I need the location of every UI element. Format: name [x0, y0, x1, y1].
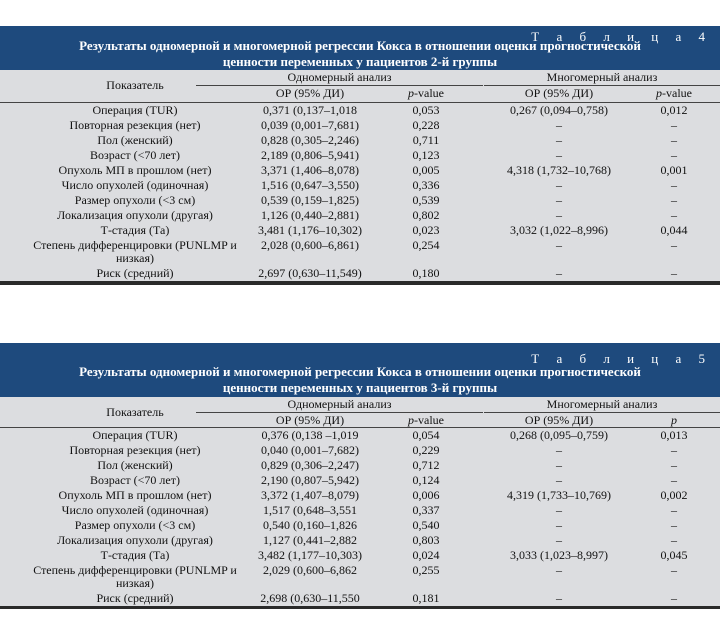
table-row — [0, 103, 720, 118]
multi-hr-ci: 3,033 (1,023–8,997) — [510, 548, 608, 562]
uni-p-value: 0,023 — [412, 223, 440, 237]
col-uni-p-suffix: -value — [414, 86, 444, 100]
multi-hr-ci: – — [556, 118, 562, 132]
multi-hr-ci: – — [556, 193, 562, 207]
uni-p-value: 0,228 — [412, 118, 440, 132]
table-row — [0, 163, 720, 178]
row-label: Опухоль МП в прошлом (нет) — [58, 488, 212, 502]
row-label: Операция (TUR) — [92, 428, 178, 442]
col-multi-p — [628, 413, 720, 428]
multi-p-value: 0,012 — [660, 103, 688, 117]
multi-p-value: – — [671, 133, 677, 147]
col-uni-or: ОР (95% ДИ) — [275, 86, 345, 100]
row-label: Степень дифференцировки (PUNLMP и низкая) — [33, 238, 237, 265]
table-header — [0, 26, 720, 70]
uni-hr-ci: 3,372 (1,407–8,079) — [261, 488, 359, 502]
multi-hr-ci: 4,319 (1,733–10,769) — [507, 488, 611, 502]
multi-p-value: 0,001 — [660, 163, 688, 177]
uni-hr-ci: 2,190 (0,807–5,942) — [261, 473, 359, 487]
group-univariate: Одномерный анализ — [196, 70, 483, 86]
table-row — [0, 563, 720, 591]
uni-p-value: 0,024 — [412, 548, 440, 562]
col-indicator: Показатель — [106, 405, 164, 419]
group-univariate: Одномерный анализ — [196, 397, 483, 413]
uni-hr-ci: 0,039 (0,001–7,681) — [261, 118, 359, 132]
title-line-2: ценности переменных у пациентов 3-й группы — [222, 380, 498, 395]
row-label: Риск (средний) — [96, 591, 174, 605]
row-label: Размер опухоли (<3 см) — [74, 193, 196, 207]
multi-hr-ci: – — [556, 563, 562, 577]
col-uni-or: ОР (95% ДИ) — [275, 413, 345, 427]
row-label: Опухоль МП в прошлом (нет) — [58, 163, 212, 177]
uni-hr-ci: 3,482 (1,177–10,303) — [258, 548, 362, 562]
row-label: Повторная резекция (нет) — [69, 118, 201, 132]
row-label: Пол (женский) — [97, 133, 173, 147]
col-multi-p-italic: p — [656, 86, 662, 100]
multi-p-value: 0,045 — [660, 548, 688, 562]
row-label: Размер опухоли (<3 см) — [74, 518, 196, 532]
uni-p-value: 0,255 — [412, 563, 440, 577]
col-uni-p-suffix: -value — [414, 413, 444, 427]
uni-p-value: 0,712 — [412, 458, 440, 472]
multi-p-value: 0,002 — [660, 488, 688, 502]
uni-p-value: 0,006 — [412, 488, 440, 502]
multi-p-value: – — [671, 591, 677, 605]
multi-hr-ci: – — [556, 133, 562, 147]
uni-p-value: 0,711 — [412, 133, 440, 147]
col-multi-p-suffix: -value — [662, 86, 692, 100]
col-multi-p — [628, 86, 720, 101]
uni-hr-ci: 0,371 (0,137–1,018 — [263, 103, 357, 117]
multi-hr-ci: 3,032 (1,022–8,996) — [510, 223, 608, 237]
uni-p-value: 0,803 — [412, 533, 440, 547]
row-label: Число опухолей (одиночная) — [61, 178, 209, 192]
uni-p-value: 0,054 — [412, 428, 440, 442]
uni-hr-ci: 1,127 (0,441–2,882 — [263, 533, 357, 547]
table-row — [0, 193, 720, 208]
multi-p-value: – — [671, 458, 677, 472]
uni-hr-ci: 3,371 (1,406–8,078) — [261, 163, 359, 177]
row-label: Локализация опухоли (другая) — [57, 533, 213, 547]
uni-p-value: 0,802 — [412, 208, 440, 222]
multi-p-value: – — [671, 563, 677, 577]
multi-p-value: – — [671, 208, 677, 222]
table-row — [0, 223, 720, 238]
row-label: Риск (средний) — [96, 266, 174, 280]
uni-hr-ci: 0,539 (0,159–1,825) — [261, 193, 359, 207]
table-row — [0, 503, 720, 518]
uni-hr-ci: 1,126 (0,440–2,881) — [261, 208, 359, 222]
multi-p-value: 0,013 — [660, 428, 688, 442]
multi-p-value: – — [671, 193, 677, 207]
uni-hr-ci: 3,481 (1,176–10,302) — [258, 223, 362, 237]
table-body — [0, 428, 720, 606]
multi-hr-ci: – — [556, 208, 562, 222]
col-indicator: Показатель — [106, 78, 164, 92]
uni-p-value: 0,124 — [412, 473, 440, 487]
table-row — [0, 473, 720, 488]
table-4 — [0, 26, 720, 285]
multi-p-value: – — [671, 148, 677, 162]
multi-p-value: – — [671, 266, 677, 280]
table-row — [0, 238, 720, 266]
table-row — [0, 178, 720, 193]
title-line-2: ценности переменных у пациентов 2-й группы — [222, 54, 498, 69]
uni-hr-ci: 1,516 (0,647–3,550) — [261, 178, 359, 192]
row-label: Т-стадия (Та) — [100, 223, 170, 237]
table-row — [0, 428, 720, 443]
uni-hr-ci: 0,829 (0,306–2,247) — [261, 458, 359, 472]
title-line-1: Результаты одномерной и многомерной регрессии Кокса в отношении оценки прогностической — [79, 38, 641, 53]
multi-hr-ci: 0,268 (0,095–0,759) — [510, 428, 608, 442]
table-bottom-rule — [0, 606, 720, 609]
multi-p-value: – — [671, 533, 677, 547]
table-number: Т а б л и ц а 5 — [531, 351, 712, 366]
multi-hr-ci: – — [556, 591, 562, 605]
table-bottom-rule — [0, 281, 720, 285]
uni-hr-ci: 0,828 (0,305–2,246) — [261, 133, 359, 147]
multi-hr-ci: – — [556, 443, 562, 457]
multi-hr-ci: – — [556, 238, 562, 252]
table-header — [0, 343, 720, 397]
multi-p-value: – — [671, 178, 677, 192]
uni-hr-ci: 2,189 (0,806–5,941) — [261, 148, 359, 162]
row-label: Повторная резекция (нет) — [69, 443, 201, 457]
group-multivariate: Многомерный анализ — [484, 397, 720, 413]
uni-hr-ci: 0,040 (0,001–7,682) — [261, 443, 359, 457]
col-multi-p-italic: p — [671, 413, 677, 427]
uni-p-value: 0,254 — [412, 238, 440, 252]
group-multivariate: Многомерный анализ — [484, 70, 720, 86]
multi-hr-ci: – — [556, 148, 562, 162]
uni-hr-ci: 1,517 (0,648–3,551 — [263, 503, 357, 517]
table-row — [0, 443, 720, 458]
col-uni-p — [380, 86, 472, 101]
uni-hr-ci: 2,698 (0,630–11,550 — [260, 591, 360, 605]
col-uni-p-italic: p — [408, 86, 414, 100]
table-row — [0, 488, 720, 503]
column-header — [0, 70, 720, 102]
multi-hr-ci: – — [556, 178, 562, 192]
multi-p-value: – — [671, 503, 677, 517]
uni-hr-ci: 2,029 (0,600–6,862 — [263, 563, 357, 577]
uni-p-value: 0,540 — [412, 518, 440, 532]
uni-hr-ci: 2,028 (0,600–6,861) — [261, 238, 359, 252]
row-label: Возраст (<70 лет) — [90, 148, 180, 162]
row-label: Пол (женский) — [97, 458, 173, 472]
table-row — [0, 548, 720, 563]
multi-hr-ci: – — [556, 503, 562, 517]
uni-p-value: 0,229 — [412, 443, 440, 457]
col-uni-p — [380, 413, 472, 428]
table-row — [0, 266, 720, 281]
col-uni-p-italic: p — [408, 413, 414, 427]
multi-p-value: – — [671, 443, 677, 457]
uni-p-value: 0,123 — [412, 148, 440, 162]
multi-hr-ci: – — [556, 473, 562, 487]
uni-p-value: 0,180 — [412, 266, 440, 280]
table-body — [0, 103, 720, 281]
multi-p-value: – — [671, 518, 677, 532]
multi-p-value: – — [671, 118, 677, 132]
title-line-1: Результаты одномерной и многомерной регрессии Кокса в отношении оценки прогностической — [79, 364, 641, 379]
multi-p-value: – — [671, 238, 677, 252]
multi-hr-ci: – — [556, 458, 562, 472]
uni-p-value: 0,336 — [412, 178, 440, 192]
table-row — [0, 148, 720, 163]
uni-p-value: 0,181 — [412, 591, 440, 605]
multi-hr-ci: 4,318 (1,732–10,768) — [507, 163, 611, 177]
column-header — [0, 397, 720, 427]
table-row — [0, 458, 720, 473]
table-row — [0, 208, 720, 223]
row-label: Степень дифференцировки (PUNLMP и низкая) — [33, 563, 237, 590]
multi-hr-ci: – — [556, 266, 562, 280]
uni-p-value: 0,005 — [412, 163, 440, 177]
table-row — [0, 118, 720, 133]
row-label: Локализация опухоли (другая) — [57, 208, 213, 222]
uni-hr-ci: 2,697 (0,630–11,549) — [258, 266, 362, 280]
table-row — [0, 591, 720, 606]
multi-hr-ci: – — [556, 533, 562, 547]
table-row — [0, 133, 720, 148]
table-row — [0, 533, 720, 548]
row-label: Число опухолей (одиночная) — [61, 503, 209, 517]
row-label: Операция (TUR) — [92, 103, 178, 117]
uni-p-value: 0,539 — [412, 193, 440, 207]
multi-p-value: 0,044 — [660, 223, 688, 237]
row-label: Т-стадия (Та) — [100, 548, 170, 562]
uni-hr-ci: 0,540 (0,160–1,826 — [263, 518, 357, 532]
uni-p-value: 0,337 — [412, 503, 440, 517]
uni-hr-ci: 0,376 (0,138 –1,019 — [261, 428, 359, 442]
table-number: Т а б л и ц а 4 — [531, 29, 712, 44]
multi-hr-ci: – — [556, 518, 562, 532]
multi-hr-ci: 0,267 (0,094–0,758) — [510, 103, 608, 117]
table-row — [0, 518, 720, 533]
row-label: Возраст (<70 лет) — [90, 473, 180, 487]
uni-p-value: 0,053 — [412, 103, 440, 117]
table-5 — [0, 343, 720, 609]
col-multi-or: ОР (95% ДИ) — [524, 413, 594, 427]
multi-p-value: – — [671, 473, 677, 487]
col-multi-or: ОР (95% ДИ) — [524, 86, 594, 100]
